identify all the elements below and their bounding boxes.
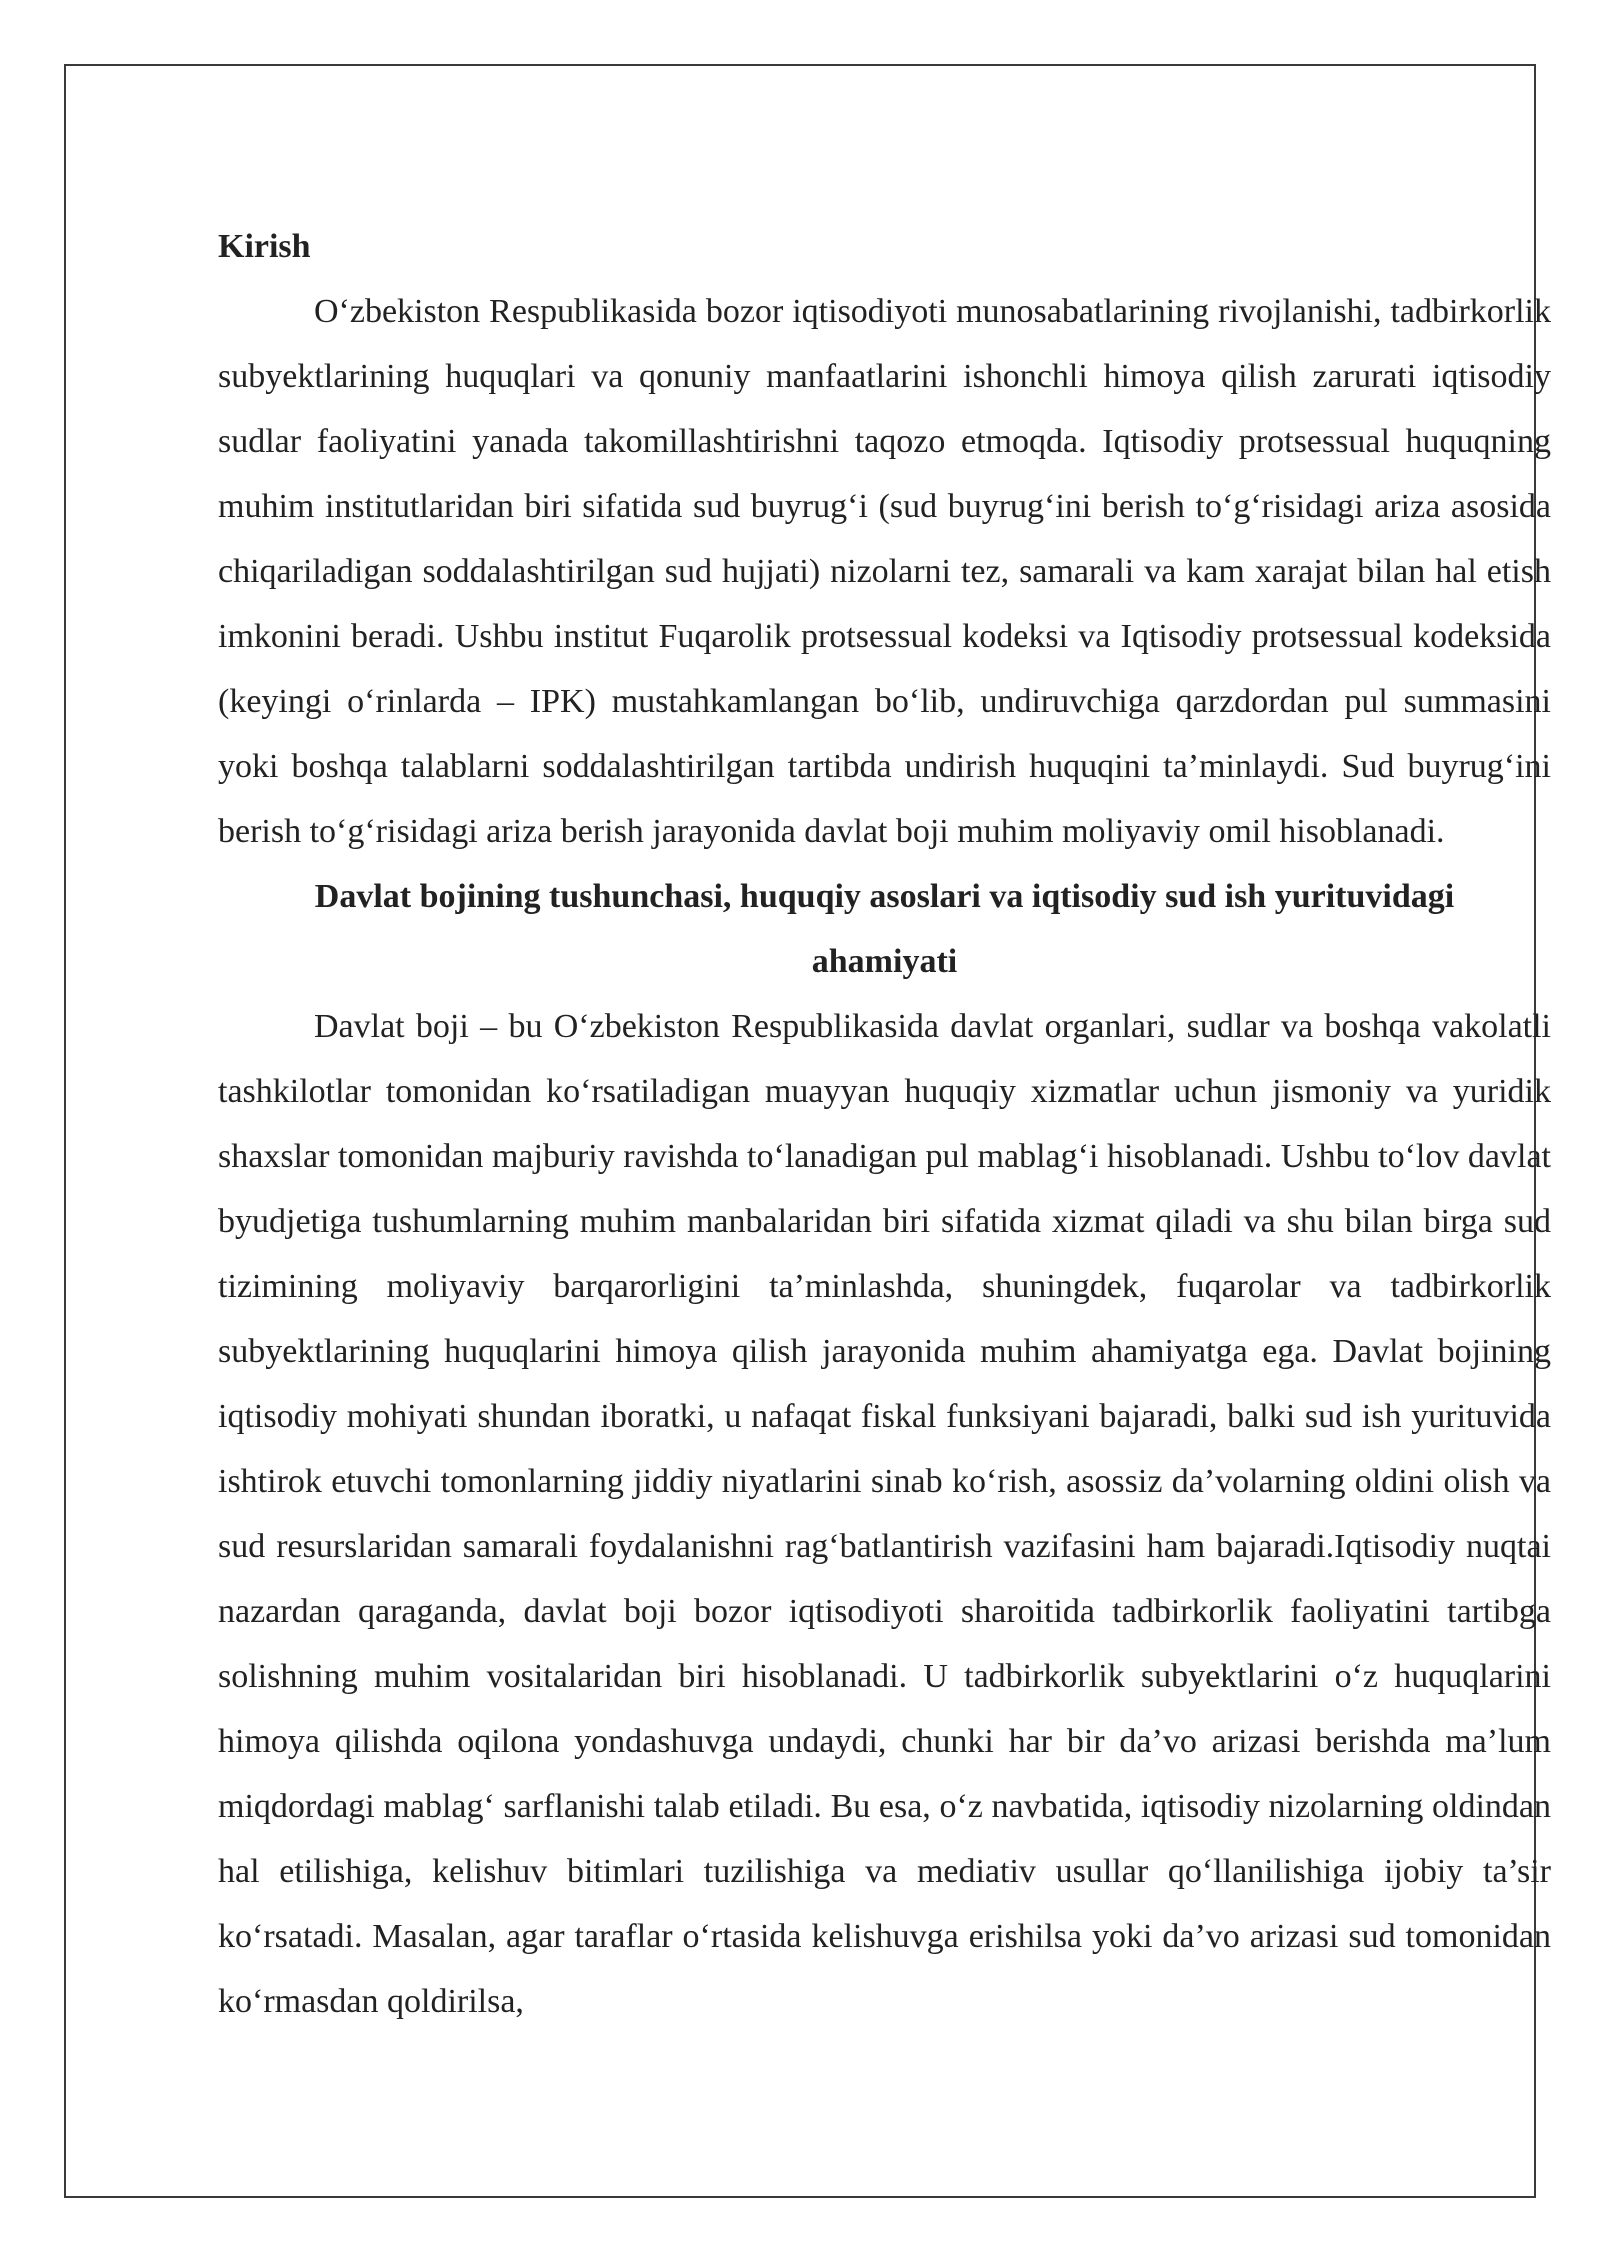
document-body	[218, 214, 1551, 2034]
intro-paragraph: O‘zbekiston Respublikasida bozor iqtisodiyoti munosabatlarining rivojlanishi, tadbirkorlik subyektlarining huquqlari va qonuniy manfaatlarini ishonchli himoya qilish zarurati iqtisodiy sudlar faoliyatini yanada takomillashtirishni taqozo etmoqda. Iqtisodiy protsessual huquqning muhim institutlaridan biri sifatida sud buyrug‘i (sud buyrug‘ini berish to‘g‘risidagi ariza asosida chiqariladigan soddalashtirilgan sud hujjati) nizolarni tez, samarali va kam xarajat bilan hal etish imkonini beradi. Ushbu institut Fuqarolik protsessual kodeksi va Iqtisodiy protsessual kodeksida (keyingi o‘rinlarda – IPK) mustahkamlangan bo‘lib, undiruvchiga qarzdordan pul summasini yoki boshqa talablarni soddalashtirilgan tartibda undirish huquqini ta’minlaydi. Sud buyrug‘ini berish to‘g‘risidagi ariza berish jarayonida davlat boji muhim moliyaviy omil hisoblanadi.	[218, 293, 1551, 850]
section-paragraph: Davlat boji – bu O‘zbekiston Respublikasida davlat organlari, sudlar va boshqa vakolatli tashkilotlar tomonidan ko‘rsatiladigan muayyan huquqiy xizmatlar uchun jismoniy va yuridik shaxslar tomonidan majburiy ravishda to‘lanadigan pul mablag‘i hisoblanadi. Ushbu to‘lov davlat byudjetiga tushumlarning muhim manbalaridan biri sifatida xizmat qiladi va shu bilan birga sud tizimining moliyaviy barqarorligini ta’minlashda, shuningdek, fuqarolar va tadbirkorlik subyektlarining huquqlarini himoya qilish jarayonida muhim ahamiyatga ega. Davlat bojining iqtisodiy mohiyati shundan iboratki, u nafaqat fiskal funksiyani bajaradi, balki sud ish yurituvida ishtirok etuvchi tomonlarning jiddiy niyatlarini sinab ko‘rish, asossiz da’volarning oldini olish va sud resurslaridan samarali foydalanishni rag‘batlantirish vazifasini ham bajaradi.Iqtisodiy nuqtai nazardan qaraganda, davlat boji bozor iqtisodiyoti sharoitida tadbirkorlik faoliyatini tartibga solishning muhim vositalaridan biri hisoblanadi. U tadbirkorlik subyektlarini o‘z huquqlarini himoya qilishda oqilona yondashuvga undaydi, chunki har bir da’vo arizasi berishda ma’lum miqdordagi mablag‘ sarflanishi talab etiladi. Bu esa, o‘z navbatida, iqtisodiy nizolarning oldindan hal etilishiga, kelishuv bitimlari tuzilishiga va mediativ usullar qo‘llanilishiga ijobiy ta’sir ko‘rsatadi. Masalan, agar taraflar o‘rtasida kelishuvga erishilsa yoki da’vo arizasi sud tomonidan ko‘rmasdan qoldirilsa,	[218, 1008, 1551, 2020]
section-heading: Davlat bojining tushunchasi, huquqiy asoslari va iqtisodiy sud ish yurituvidagi ahamiyati	[314, 878, 1455, 980]
document-page	[64, 64, 1551, 2198]
intro-heading: Kirish	[218, 228, 311, 265]
